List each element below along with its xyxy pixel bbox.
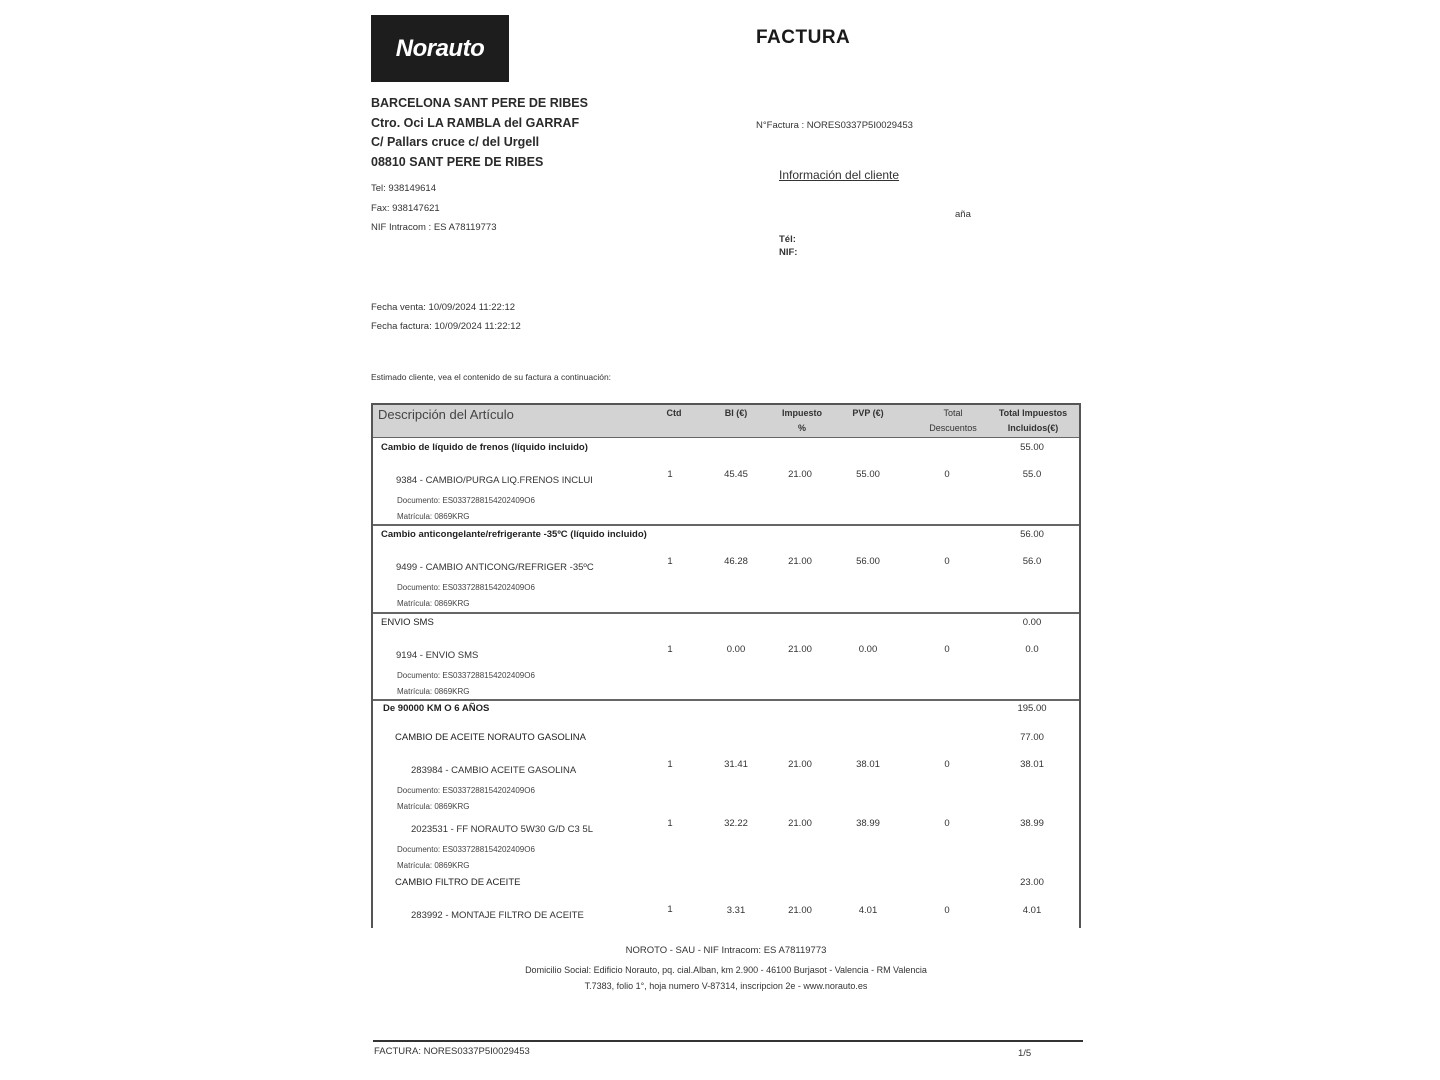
sale-date: Fecha venta: 10/09/2024 11:22:12 (371, 302, 516, 313)
item-plate: Matrícula: 0869KRG (397, 599, 470, 608)
item-bi: 46.28 (724, 556, 748, 567)
footer-invoice-ref: FACTURA: NORES0337P5I0029453 (374, 1046, 530, 1057)
item-document: Documento: ES0337288154202409O6 (397, 845, 535, 854)
group-total: 0.00 (1022, 617, 1042, 628)
item-total: 38.99 (1020, 818, 1044, 829)
header-total (990, 406, 1076, 436)
client-nif-label: NIF: (779, 247, 798, 258)
item-document: Documento: ES0337288154202409O6 (397, 671, 535, 680)
item-total: 56.0 (1022, 556, 1042, 567)
subgroup-title: CAMBIO FILTRO DE ACEITE (395, 877, 521, 888)
item-description: 2023531 - FF NORAUTO 5W30 G/D C3 5L (411, 824, 593, 835)
item-bi: 45.45 (724, 469, 748, 480)
group-separator (373, 699, 1079, 701)
item-tax: 21.00 (788, 818, 812, 829)
item-tax: 21.00 (788, 644, 812, 655)
item-total: 38.01 (1020, 759, 1044, 770)
footer-address: Domicilio Social: Edificio Norauto, pq. cial.Alban, km 2.900 - 46100 Burjasot - Valencia - RM Valencia (525, 965, 927, 975)
item-bi: 32.22 (724, 818, 748, 829)
group-title: Cambio de líquido de frenos (líquido incluido) (381, 442, 588, 453)
footer-registry: T.7383, folio 1°, hoja numero V-87314, inscripcion 2e - www.norauto.es (584, 981, 868, 991)
footer-company: NOROTO - SAU - NIF Intracom: ES A78119773 (625, 945, 827, 956)
item-pvp: 56.00 (856, 556, 880, 567)
header-tax-line1: Impuesto (781, 408, 822, 418)
header-qty: Ctd (666, 408, 682, 418)
item-plate: Matrícula: 0869KRG (397, 802, 470, 811)
shop-nif: NIF Intracom : ES A78119773 (371, 222, 497, 233)
group-title: Cambio anticongelante/refrigerante -35ºC (líquido incluido) (381, 529, 647, 540)
item-tax: 21.00 (788, 905, 812, 916)
subgroup-total: 77.00 (1020, 732, 1044, 743)
item-discount: 0 (944, 469, 950, 480)
item-discount: 0 (944, 905, 950, 916)
invoice-date: Fecha factura: 10/09/2024 11:22:12 (371, 321, 521, 332)
pack-total: 195.00 (1017, 703, 1047, 714)
header-tax (770, 406, 834, 436)
page-number: 1/5 (1018, 1048, 1032, 1059)
item-tax: 21.00 (788, 556, 812, 567)
logo-text: Norauto (395, 34, 485, 62)
item-document: Documento: ES0337288154202409O6 (397, 786, 535, 795)
item-pvp: 0.00 (858, 644, 878, 655)
item-description: 283984 - CAMBIO ACEITE GASOLINA (411, 765, 577, 776)
item-bi: 3.31 (726, 905, 746, 916)
group-separator (373, 612, 1079, 614)
item-discount: 0 (944, 644, 950, 655)
pack-title: De 90000 KM O 6 AÑOS (383, 703, 490, 714)
group-total: 56.00 (1020, 529, 1044, 540)
shop-name: BARCELONA SANT PERE DE RIBES (371, 96, 588, 110)
item-qty: 1 (667, 904, 673, 915)
item-plate: Matrícula: 0869KRG (397, 687, 470, 696)
client-name-fragment: aña (955, 209, 971, 220)
footer-rule (373, 1040, 1083, 1042)
shop-phone: Tel: 938149614 (371, 183, 436, 194)
header-discounts-line1: Total (943, 408, 963, 418)
item-qty: 1 (667, 556, 673, 567)
item-description: 9384 - CAMBIO/PURGA LIQ.FRENOS INCLUI (396, 475, 593, 486)
group-title: ENVIO SMS (381, 617, 434, 628)
item-discount: 0 (944, 759, 950, 770)
item-plate: Matrícula: 0869KRG (397, 861, 470, 870)
item-plate: Matrícula: 0869KRG (397, 512, 470, 521)
header-total-line1: Total Impuestos (998, 408, 1068, 418)
item-description: 9194 - ENVIO SMS (396, 650, 479, 661)
item-pvp: 55.00 (856, 469, 880, 480)
item-qty: 1 (667, 469, 673, 480)
header-discounts-line2: Descuentos (929, 423, 977, 433)
header-pvp: PVP (€) (852, 408, 884, 418)
header-discounts (915, 406, 991, 436)
norauto-logo (371, 15, 509, 82)
subgroup-title: CAMBIO DE ACEITE NORAUTO GASOLINA (395, 732, 586, 743)
item-pvp: 4.01 (858, 905, 878, 916)
item-qty: 1 (667, 644, 673, 655)
item-total: 55.0 (1022, 469, 1042, 480)
item-description: 9499 - CAMBIO ANTICONG/REFRIGER -35ºC (396, 562, 594, 573)
shop-fax: Fax: 938147621 (371, 203, 440, 214)
subgroup-total: 23.00 (1020, 877, 1044, 888)
item-qty: 1 (667, 818, 673, 829)
item-document: Documento: ES0337288154202409O6 (397, 583, 535, 592)
item-document: Documento: ES0337288154202409O6 (397, 496, 535, 505)
header-description: Descripción del Artículo (378, 407, 514, 422)
greeting-text: Estimado cliente, vea el contenido de su factura a continuación: (371, 372, 612, 382)
header-tax-line2: % (797, 423, 806, 433)
group-total: 55.00 (1020, 442, 1044, 453)
item-bi: 31.41 (724, 759, 748, 770)
item-total: 0.0 (1025, 644, 1039, 655)
item-qty: 1 (667, 759, 673, 770)
item-tax: 21.00 (788, 469, 812, 480)
item-bi: 0.00 (726, 644, 746, 655)
client-info-title: Información del cliente (779, 168, 900, 182)
item-description: 283992 - MONTAJE FILTRO DE ACEITE (411, 910, 584, 921)
shop-address-line4: 08810 SANT PERE DE RIBES (371, 155, 544, 169)
item-tax: 21.00 (788, 759, 812, 770)
item-pvp: 38.01 (856, 759, 880, 770)
invoice-number: N°Factura : NORES0337P5I0029453 (756, 120, 913, 131)
item-discount: 0 (944, 818, 950, 829)
shop-address-line3: C/ Pallars cruce c/ del Urgell (371, 135, 540, 149)
header-bi: BI (€) (724, 408, 748, 418)
item-total: 4.01 (1022, 905, 1042, 916)
item-discount: 0 (944, 556, 950, 567)
shop-address-line2: Ctro. Oci LA RAMBLA del GARRAF (371, 116, 580, 130)
item-pvp: 38.99 (856, 818, 880, 829)
header-total-line2: Incluidos(€) (1007, 423, 1059, 433)
group-separator (373, 524, 1079, 526)
document-title: FACTURA (756, 27, 851, 48)
client-phone-label: Tél: (779, 234, 796, 245)
